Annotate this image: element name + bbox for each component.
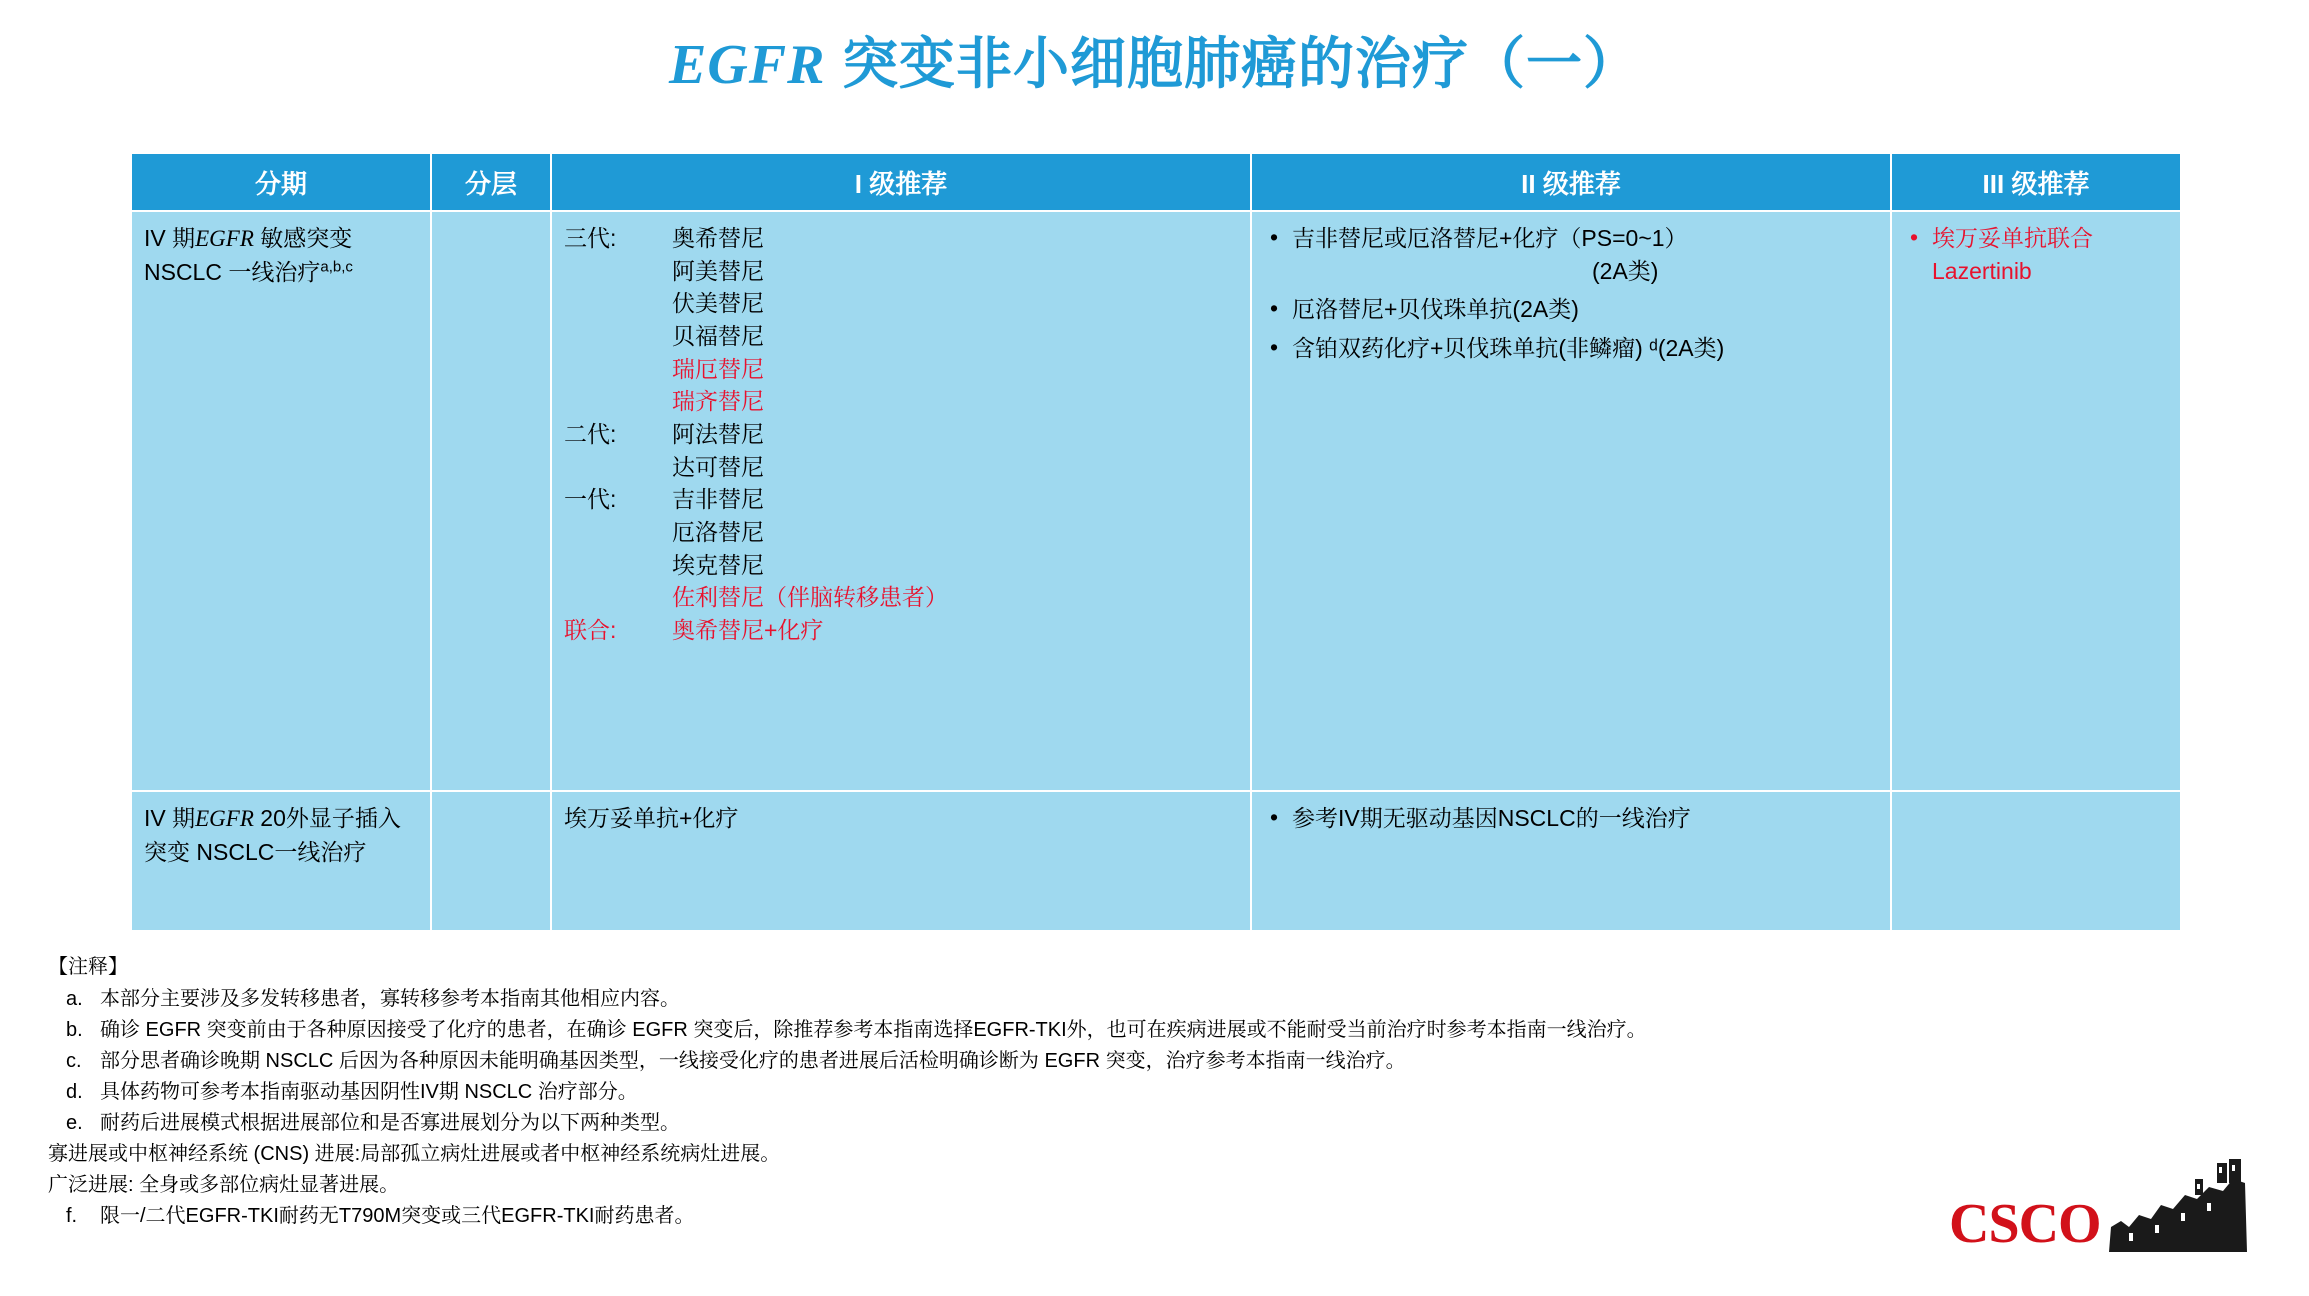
list-item: [1264, 222, 1878, 287]
stage-text-pre: IV 期: [144, 805, 196, 831]
footnote-text: 耐药后进展模式根据进展部位和是否寡进展划分为以下两种类型。: [100, 1112, 680, 1134]
footnotes-list: [48, 984, 2268, 1138]
table-row: [131, 211, 2181, 791]
footnotes: [48, 952, 2268, 1232]
footnotes-list-last: [48, 1201, 2268, 1231]
drug-group-3rd: [564, 222, 1238, 418]
stage-text-gene: EGFR: [195, 226, 254, 251]
cell-level3-1: [1891, 211, 2181, 791]
great-wall-icon: [2099, 1157, 2249, 1262]
list-item-text: 厄洛替尼+贝伐珠单抗(2A类): [1292, 296, 1579, 323]
level2-list: [1264, 222, 1878, 365]
drug-item: 伏美替尼: [672, 290, 764, 317]
drug-group-label: 二代:: [564, 420, 617, 447]
cell-stage-2: [131, 791, 431, 931]
page-title-en: EGFR: [668, 34, 826, 96]
table-row: [131, 791, 2181, 931]
footnote-item: [48, 1201, 2268, 1231]
drug-group-combo: [564, 614, 1238, 647]
drug-group-2nd: [564, 418, 1238, 483]
header-level1: I 级推荐: [551, 153, 1251, 211]
drug-group-items: [672, 418, 1238, 483]
list-item-text: 参考IV期无驱动基因NSCLC的一线治疗: [1292, 805, 1691, 831]
footnote-marker: b.: [66, 1019, 83, 1041]
drug-group-items: [672, 614, 1238, 647]
cell-level1-1: [551, 211, 1251, 791]
footnote-marker: e.: [66, 1112, 83, 1134]
csco-logo: [1949, 1152, 2249, 1262]
footnote-marker: c.: [66, 1050, 82, 1072]
footnote-item: [48, 984, 2268, 1014]
footnote-item: [48, 1046, 2268, 1076]
drug-item: 佐利替尼（伴脑转移患者）: [672, 584, 948, 611]
list-item: [1904, 222, 2168, 287]
header-strata: 分层: [431, 153, 551, 211]
footnote-marker: d.: [66, 1081, 83, 1103]
drug-group-items: [672, 483, 1238, 614]
footnote-text: 限一/二代EGFR-TKI耐药无T790M突变或三代EGFR-TKI耐药患者。: [100, 1205, 695, 1227]
header-level3: III 级推荐: [1891, 153, 2181, 211]
level2-list: [1264, 802, 1878, 835]
footnote-text: 本部分主要涉及多发转移患者，寡转移参考本指南其他相应内容。: [100, 988, 680, 1010]
cell-level2-2: [1251, 791, 1891, 931]
list-item: [1264, 802, 1878, 835]
list-item-subtext: (2A类): [1592, 257, 1659, 284]
header-stage: 分期: [131, 153, 431, 211]
drug-group-label: 三代:: [564, 225, 617, 251]
stage-text-gene: EGFR: [195, 806, 254, 831]
list-item-text: 埃万妥单抗联合 Lazertinib: [1932, 225, 2093, 284]
drug-item: 阿法替尼: [672, 420, 764, 447]
page-title-cn: 突变非小细胞肺癌的治疗（一）: [825, 32, 1641, 95]
cell-level1-2: 埃万妥单抗+化疗: [551, 791, 1251, 931]
footnotes-header: 【注释】: [48, 956, 128, 978]
stage-text-post: 20外显子插入突变 NSCLC一线治疗: [144, 805, 401, 865]
cell-strata-1: [431, 211, 551, 791]
drug-item: 瑞齐替尼: [672, 388, 764, 415]
footnote-text: 具体药物可参考本指南驱动基因阴性IV期 NSCLC 治疗部分。: [100, 1081, 638, 1103]
drug-item: 奥希替尼+化疗: [672, 616, 824, 643]
drug-group-items: [672, 222, 1238, 418]
level3-list: [1904, 222, 2168, 287]
footnote-item: [48, 1015, 2268, 1045]
list-item: [1264, 293, 1878, 326]
drug-item: 埃克替尼: [672, 551, 764, 578]
page-title: [0, 20, 2309, 100]
cell-level3-2: [1891, 791, 2181, 931]
drug-item: 贝福替尼: [672, 322, 764, 349]
drug-item: 吉非替尼: [672, 486, 764, 513]
footnote-item: [48, 1077, 2268, 1107]
footnote-plain-line: 寡进展或中枢神经系统 (CNS) 进展:局部孤立病灶进展或者中枢神经系统病灶进展。: [48, 1143, 781, 1165]
recommendation-table: [130, 152, 2182, 932]
footnote-marker: a.: [66, 988, 83, 1010]
list-item-text: 吉非替尼或厄洛替尼+化疗（PS=0~1）: [1292, 225, 1688, 251]
table-header-row: [131, 153, 2181, 211]
list-item: [1264, 332, 1878, 365]
stage-text-post: 敏感突变 NSCLC 一线治疗: [144, 225, 353, 285]
drug-item: 瑞厄替尼: [672, 355, 764, 382]
footnote-text: 部分思者确诊晚期 NSCLC 后因为各种原因未能明确基因类型，一线接受化疗的患者进展后活检明确诊断为 EGFR 突变，治疗参考本指南一线治疗。: [100, 1050, 1406, 1072]
cell-strata-2: [431, 791, 551, 931]
list-item-text: 含铂双药化疗+贝伐珠单抗(非鳞瘤) ᵈ(2A类): [1292, 334, 1725, 361]
drug-group-label: 联合:: [564, 616, 617, 643]
stage-footnote-marks: a,b,c: [320, 258, 353, 275]
drug-item: 达可替尼: [672, 453, 764, 480]
footnote-item: [48, 1108, 2268, 1138]
csco-logo-text: CSCO: [1949, 1193, 2101, 1255]
cell-stage-1: [131, 211, 431, 791]
footnote-text: 确诊 EGFR 突变前由于各种原因接受了化疗的患者，在确诊 EGFR 突变后，除推荐参考本指南选择EGFR-TKI外，也可在疾病进展或不能耐受当前治疗时参考本指南一线治疗。: [100, 1019, 1647, 1041]
cell-level2-1: [1251, 211, 1891, 791]
footnote-marker: f.: [66, 1205, 78, 1227]
header-level2: II 级推荐: [1251, 153, 1891, 211]
drug-item: 厄洛替尼: [672, 518, 764, 545]
footnote-plain-line: 广泛进展: 全身或多部位病灶显著进展。: [48, 1174, 400, 1196]
drug-item: 阿美替尼: [672, 257, 764, 284]
drug-group-label: 一代:: [564, 486, 617, 513]
stage-text-pre: IV 期: [144, 225, 196, 251]
drug-group-1st: [564, 483, 1238, 614]
drug-item: 奥希替尼: [672, 225, 764, 251]
